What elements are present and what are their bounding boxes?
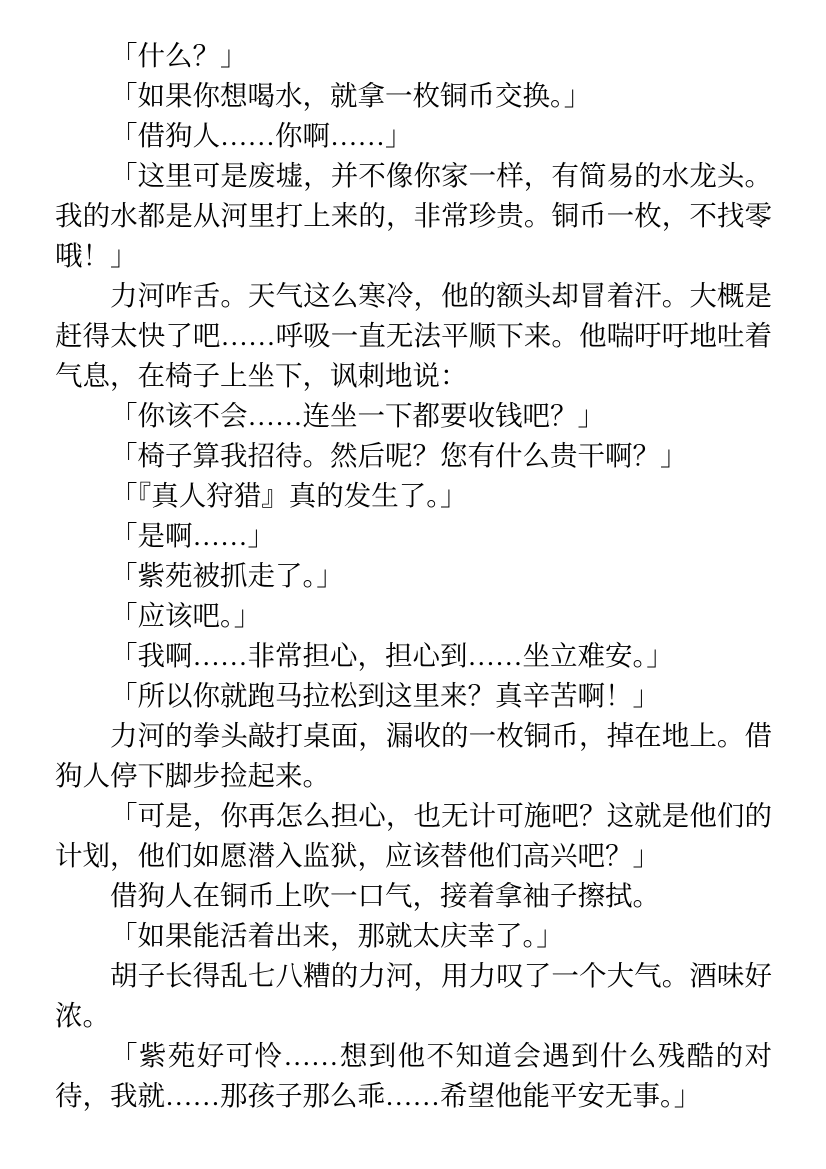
paragraph: 「是啊……」 bbox=[110, 520, 275, 551]
paragraph: 「紫苑好可怜……想到他不知道会遇到什么残酷的对待，我就……那孩子那么乖……希望他能平安无事。」 bbox=[55, 1040, 772, 1111]
paragraph: 胡子长得乱七八糟的力河，用力叹了一个大气。酒味好浓。 bbox=[55, 960, 772, 1031]
paragraph: 「可是，你再怎么担心，也无计可施吧？这就是他们的计划，他们如愿潜入监狱，应该替他们高兴吧？」 bbox=[55, 800, 772, 871]
paragraph: 「所以你就跑马拉松到这里来？真辛苦啊！」 bbox=[110, 680, 660, 711]
paragraph: 「紫苑被抓走了。」 bbox=[110, 560, 344, 591]
paragraph: 力河的拳头敲打桌面，漏收的一枚铜币，掉在地上。借狗人停下脚步捡起来。 bbox=[55, 720, 772, 791]
paragraph: 「椅子算我招待。然后呢？您有什么贵干啊？」 bbox=[110, 440, 688, 471]
paragraph: 「我啊……非常担心，担心到……坐立难安。」 bbox=[110, 640, 674, 671]
paragraph: 「这里可是废墟，并不像你家一样，有简易的水龙头。我的水都是从河里打上来的，非常珍贵。铜币一枚，不找零哦！」 bbox=[55, 160, 772, 271]
paragraph: 「如果你想喝水，就拿一枚铜币交换。」 bbox=[110, 80, 592, 111]
paragraph: 力河咋舌。天气这么寒冷，他的额头却冒着汗。大概是赶得太快了吧……呼吸一直无法平顺下来。他喘吁吁地吐着气息，在椅子上坐下，讽刺地说： bbox=[55, 280, 772, 391]
paragraph: 「什么？」 bbox=[110, 40, 248, 71]
paragraph: 「『真人狩猎』真的发生了。」 bbox=[110, 480, 468, 511]
paragraph: 「借狗人……你啊……」 bbox=[110, 120, 413, 151]
paragraph: 借狗人在铜币上吹一口气，接着拿袖子擦拭。 bbox=[110, 880, 660, 911]
paragraph: 「应该吧。」 bbox=[110, 600, 262, 631]
paragraph: 「如果能活着出来，那就太庆幸了。」 bbox=[110, 920, 564, 951]
paragraph: 「你该不会……连坐一下都要收钱吧？」 bbox=[110, 400, 605, 431]
